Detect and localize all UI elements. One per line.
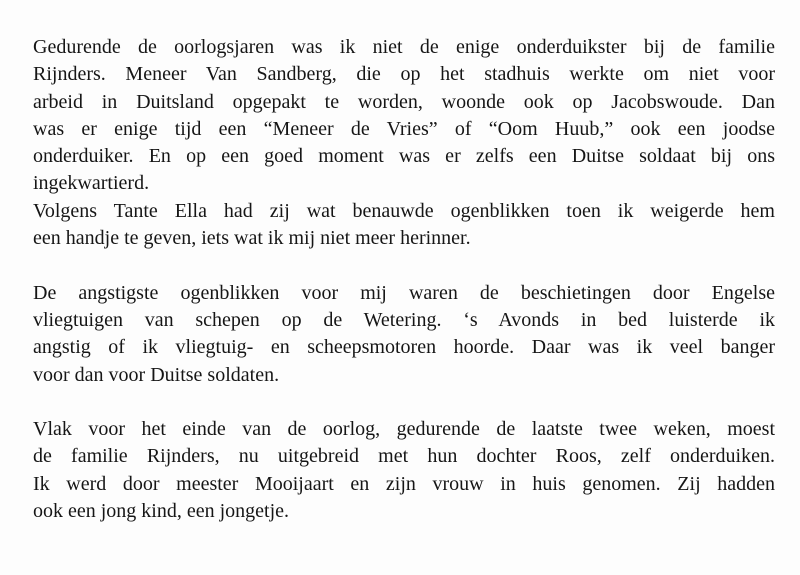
text-line: onderduiker. En op een goed moment was er zelfs een Duitse soldaat bij ons — [33, 145, 775, 168]
paragraph-1 — [33, 34, 775, 198]
paragraph-3 — [33, 280, 775, 389]
text-line: arbeid in Duitsland opgepakt te worden, woonde ook op Jacobswoude. Dan — [33, 90, 775, 113]
text-line: vliegtuigen van schepen op de Wetering. ‘s Avonds in bed luisterde ik — [33, 308, 775, 331]
text-line: De angstigste ogenblikken voor mij waren de beschietingen door Engelse — [33, 281, 775, 304]
text-line: ingekwartierd. — [33, 172, 150, 195]
paragraph-4 — [33, 416, 775, 525]
text-line: ook een jong kind, een jongetje. — [33, 500, 290, 523]
text-line: Gedurende de oorlogsjaren was ik niet de enige onderduikster bij de familie — [33, 36, 775, 58]
paragraph-2 — [33, 198, 775, 253]
text-line: een handje te geven, iets wat ik mij niet meer herinner. — [33, 227, 471, 250]
text-line: Rijnders. Meneer Van Sandberg, die op het stadhuis werkte om niet voor — [33, 63, 775, 86]
paragraph-spacer — [33, 252, 775, 279]
text-line: Ik werd door meester Mooijaart en zijn vrouw in huis genomen. Zij hadden — [33, 472, 775, 495]
paragraph-spacer — [33, 389, 775, 416]
text-line: angstig of ik vliegtuig- en scheepsmotoren hoorde. Daar was ik veel banger — [33, 336, 775, 359]
text-line: voor dan voor Duitse soldaten. — [33, 363, 280, 386]
memoir-text — [33, 34, 775, 525]
text-line: Vlak voor het einde van de oorlog, gedurende de laatste twee weken, moest — [33, 418, 775, 441]
text-line: de familie Rijnders, nu uitgebreid met hun dochter Roos, zelf onderduiken. — [33, 445, 775, 468]
text-line: was er enige tijd een “Meneer de Vries” of “Oom Huub,” ook een joodse — [33, 117, 775, 140]
text-line: Volgens Tante Ella had zij wat benauwde ogenblikken toen ik weigerde hem — [33, 199, 775, 222]
